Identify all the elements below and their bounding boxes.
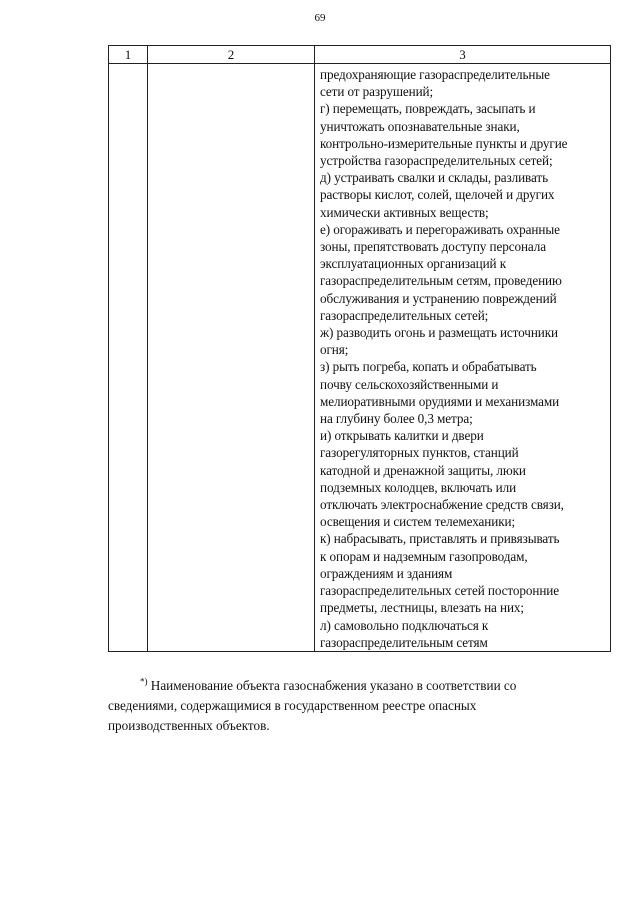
table-cell-col1 [109,64,148,652]
cell-text-line: сети от разрушений; [320,84,434,100]
footnote-marker: *) [140,676,148,687]
cell-text-line: газорегуляторных пунктов, станций [320,445,519,461]
footnote-word: государственном [283,698,380,713]
cell-text-line: контрольно-измерительные пункты и другие [320,135,568,151]
page-number: 69 [314,12,326,24]
cell-text-line: подземных колодцев, включать или [320,479,517,495]
footnote-word: сведениями, [108,698,178,713]
cell-text-line: ограждениям и зданиям [320,565,453,581]
cell-text-line: мелиоративными орудиями и механизмами [320,393,560,409]
cell-text-line: предметы, лестницы, влезать на них; [320,600,524,616]
cell-text-line: предохраняющие газораспределительные [320,67,550,82]
cell-text-line: катодной и дренажной защиты, люки [320,462,526,478]
cell-text-line: е) огораживать и перегораживать охранные [320,221,560,237]
footnote-line-3: производственных объектов. [108,718,270,733]
footnote-word: опасных [428,698,477,713]
cell-text-line: растворы кислот, солей, щелочей и других [320,187,555,203]
cell-text-line: уничтожать опознавательные знаки, [320,118,520,134]
cell-text-line: устройства газораспределительных сетей; [320,153,553,169]
cell-text-line: почву сельскохозяйственными и [320,376,499,392]
cell-text-line: ж) разводить огонь и размещать источники [320,325,559,341]
cell-text-line: зоны, препятствовать доступу персонала [320,239,547,255]
footnote-word: в [274,698,281,713]
footnote-line-2 [108,696,596,716]
cell-text-line: газораспределительных сетей; [320,307,489,323]
column-header-3: 3 [315,46,611,64]
footnote-text-1: Наименование объекта газоснабжения указано в соответствии со [150,678,517,693]
table-cell-col3 [315,64,611,652]
cell-text-line: к опорам и надземным газопроводам, [320,548,528,564]
table-header-row [109,46,611,64]
cell-text-line: освещения и систем телемеханики; [320,514,516,530]
column-header-2: 2 [148,46,315,64]
cell-text-line: газораспределительным сетям, проведению [320,273,562,289]
cell-text-line: химически активных веществ; [320,204,489,220]
footnote-word: реестре [382,698,426,713]
cell-text-line: огня; [320,342,349,358]
cell-text-line: обслуживания и устранению повреждений [320,290,557,306]
cell-text-line: эксплуатационных организаций к [320,256,507,272]
column-header-1: 1 [109,46,148,64]
cell-text-line: к) набрасывать, приставлять и привязывать [320,531,560,547]
footnote [108,676,596,736]
table-row [109,64,611,652]
cell-text-line: л) самовольно подключаться к [320,617,489,633]
cell-text-line: и) открывать калитки и двери [320,428,484,444]
document-table [108,45,611,652]
cell-text-line: г) перемещать, повреждать, засыпать и [320,101,536,117]
cell-text-line: з) рыть погреба, копать и обрабатывать [320,359,537,375]
cell-text-line: д) устраивать свалки и склады, разливать [320,170,548,186]
cell-text-line: отключать электроснабжение средств связи, [320,497,564,513]
table-cell-col2 [148,64,315,652]
footnote-line-1 [108,676,596,696]
cell-text-line: газораспределительных сетей посторонние [320,583,560,599]
cell-text-line: на глубину более 0,3 метра; [320,411,473,427]
footnote-word: содержащимися [180,698,272,713]
cell-text-line: газораспределительным сетям [320,634,488,650]
